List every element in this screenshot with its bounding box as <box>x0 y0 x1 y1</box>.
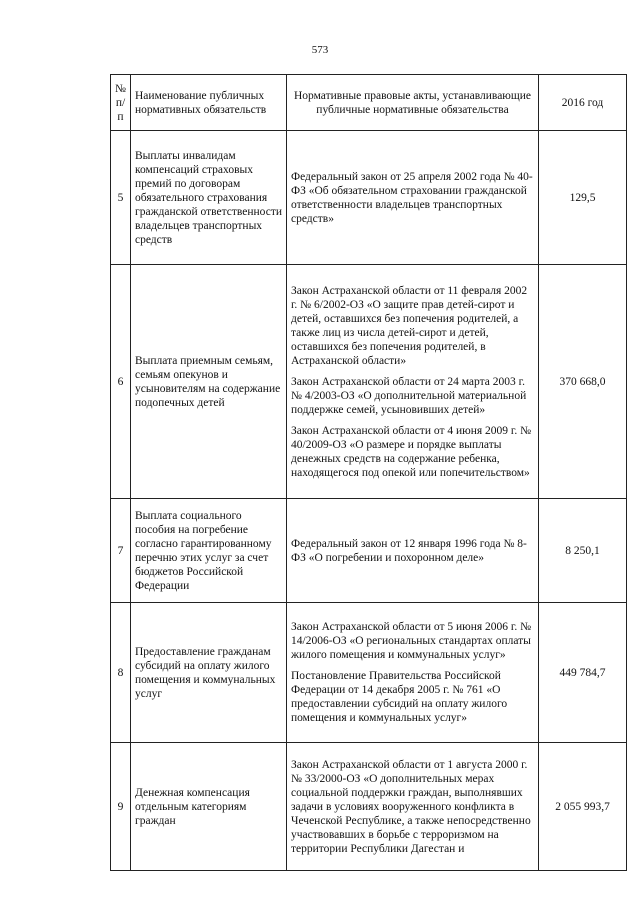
legal-acts-cell <box>287 499 539 603</box>
obligation-name: Выплаты инвалидам компенсаций страховых премий по договорам обязательного страхования гражданской ответственности владельцев транспортных средств <box>131 131 287 265</box>
page-number: 573 <box>311 44 329 56</box>
legal-act: Закон Астраханской области от 24 марта 2003 г. № 4/2003-ОЗ «О дополнительной материальной поддержке семей, усыновивших детей» <box>291 375 527 416</box>
header-number: № п/п <box>111 75 131 131</box>
legal-acts-cell <box>287 603 539 743</box>
amount-2016: 370 668,0 <box>539 265 627 499</box>
header-obligation-name: Наименование публичных нормативных обязательств <box>131 75 287 131</box>
row-number: 6 <box>111 265 131 499</box>
legal-acts-cell <box>287 265 539 499</box>
table-row <box>111 603 627 743</box>
header-year-2016: 2016 год <box>539 75 627 131</box>
table-row <box>111 499 627 603</box>
obligation-name: Предоставление гражданам субсидий на оплату жилого помещения и коммунальных услуг <box>131 603 287 743</box>
legal-act: Закон Астраханской области от 4 июня 2009 г. № 40/2009-ОЗ «О размере и порядке выплаты денежных средств на содержание ребенка, находящегося под опекой или попечительством» <box>291 424 532 479</box>
legal-acts-cell <box>287 743 539 871</box>
obligation-name: Денежная компенсация отдельным категориям граждан <box>131 743 287 871</box>
legal-act: Федеральный закон от 12 января 1996 года № 8-ФЗ «О погребении и похоронном деле» <box>291 537 527 564</box>
amount-2016: 129,5 <box>539 131 627 265</box>
amount-2016: 449 784,7 <box>539 603 627 743</box>
table-header-row <box>111 75 627 131</box>
row-number: 8 <box>111 603 131 743</box>
obligation-name: Выплата приемным семьям, семьям опекунов и усыновителям на содержание подопечных детей <box>131 265 287 499</box>
legal-act: Закон Астраханской области от 11 февраля 2002 г. № 6/2002-ОЗ «О защите прав детей-сирот и детей, оставшихся без попечения родителей, а также лиц из числа детей-сирот и детей, оставшихся без попечения родителей, в Астраханской области» <box>291 284 528 367</box>
table-row <box>111 265 627 499</box>
legal-act: Постановление Правительства Российской Федерации от 14 декабря 2005 г. № 761 «О предоставлении субсидий на оплату жилого помещения и коммунальных услуг» <box>291 670 508 724</box>
row-number: 9 <box>111 743 131 871</box>
row-number: 5 <box>111 131 131 265</box>
row-number: 7 <box>111 499 131 603</box>
legal-act: Федеральный закон от 25 апреля 2002 года № 40-ФЗ «Об обязательном страховании гражданской ответственности владельцев транспортных средств» <box>291 170 533 225</box>
amount-2016: 8 250,1 <box>539 499 627 603</box>
legal-act: Закон Астраханской области от 5 июня 2006 г. № 14/2006-ОЗ «О региональных стандартах оплаты жилого помещения и коммунальных услуг» <box>291 621 532 661</box>
header-legal-acts: Нормативные правовые акты, устанавливающие публичные нормативные обязательства <box>287 75 539 131</box>
amount-2016: 2 055 993,7 <box>539 743 627 871</box>
legal-acts-cell <box>287 131 539 265</box>
table-row <box>111 743 627 871</box>
table-row <box>111 131 627 265</box>
obligation-name: Выплата социального пособия на погребение согласно гарантированному перечню этих услуг за счет бюджетов Российской Федерации <box>131 499 287 603</box>
obligations-table <box>110 74 627 871</box>
legal-act: Закон Астраханской области от 1 августа 2000 г. № 33/2000-ОЗ «О дополнительных мерах социальной поддержки граждан, выполнявших задачи в условиях вооруженного конфликта в Чеченской Республике, а также непосредственно участвовавших в борьбе с терроризмом на территории Республики Дагестан и <box>291 758 531 855</box>
